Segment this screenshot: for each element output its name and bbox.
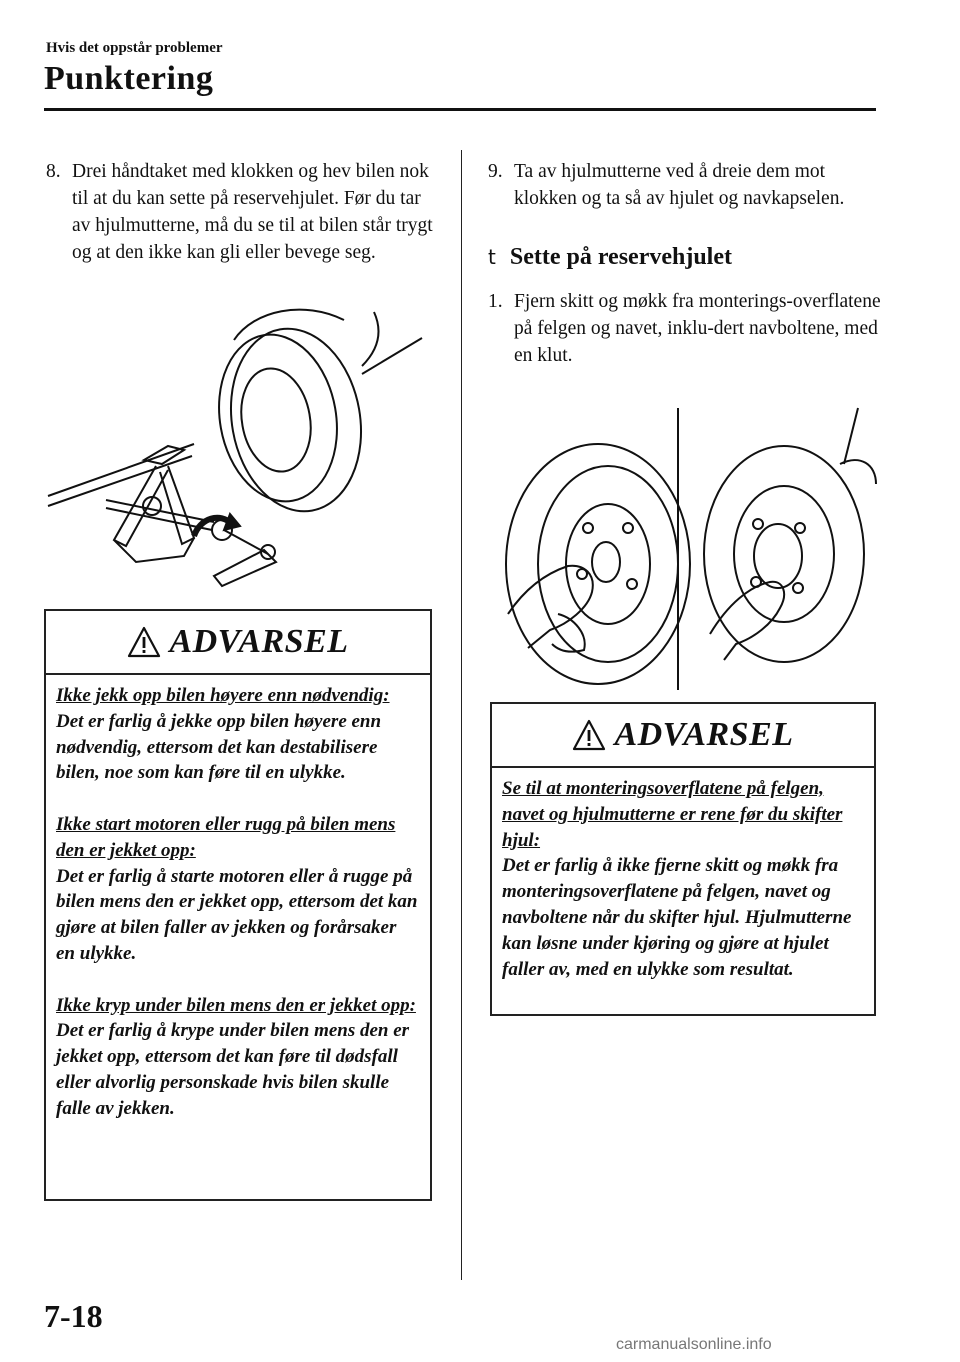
warning-item-text: Det er farlig å starte motoren eller å rugge på bilen mens den er jekket opp, ettersom det kan gjøre at bilen faller av jekken og forårsaker en ulykke. [56,865,418,964]
watermark: carmanualsonline.info [616,1336,772,1353]
step-8 [46,158,436,266]
warning-item [56,993,420,1122]
warning-item-text: Det er farlig å jekke opp bilen høyere enn nødvendig, ettersom det kan destabilisere bilen, noe som kan føre til en ulykke. [56,710,382,784]
warning-box-clean-surfaces [490,702,876,1016]
warning-item-text: Det er farlig å krype under bilen mens den er jekket opp, ettersom det kan føre til dødsfall eller alvorlig personskade hvis bilen skulle falle av jekken. [56,1020,410,1119]
section-label: Hvis det oppstår problemer [46,40,223,56]
warning-triangle-icon [572,719,606,751]
step-number: 8. [46,161,61,182]
column-divider [461,150,462,1280]
step-number: 1. [488,291,503,312]
page-number: 7-18 [44,1298,103,1334]
step-text: Ta av hjulmutterne ved å dreie dem mot klokken og ta så av hjulet og navkapselen. [514,161,845,209]
warning-title: ADVARSEL [614,716,794,753]
warning-box-jacking [44,609,432,1201]
page-title: Punktering [44,60,214,97]
title-divider [44,108,876,111]
warning-header [492,704,874,768]
step-9 [488,158,888,212]
jack-illustration [44,300,436,600]
cleaning-illustration [488,404,880,694]
warning-title: ADVARSEL [169,623,349,660]
step-text: Fjern skitt og møkk fra monterings-overflatene på felgen og navet, inklu-dert navboltene, med en klut. [514,291,881,366]
step-number: 9. [488,161,503,182]
warning-item-heading: Se til at monteringsoverflatene på felgen, navet og hjulmutterne er rene før du skifter hjul: [502,778,843,851]
warning-item-heading: Ikke start motoren eller rugg på bilen mens den er jekket opp: [56,813,396,861]
warning-body [46,675,430,1136]
subheading [488,244,732,271]
warning-item [56,683,420,786]
warning-item [56,812,420,967]
warning-item-heading: Ikke jekk opp bilen høyere enn nødvendig: [56,685,390,706]
subheading-bullet: t [488,245,496,269]
warning-item-heading: Ikke kryp under bilen mens den er jekket opp: [56,994,416,1016]
warning-triangle-icon [127,626,161,658]
warning-item [502,776,864,982]
step-1 [488,288,888,369]
warning-item-text: Det er farlig å ikke fjerne skitt og møkk fra monteringsoverflatene på felgen, navet og navboltene når du skifter hjul. Hjulmutterne kan løsne under kjøring og gjøre at hjulet faller av, med en ulykke som resultat. [502,855,852,980]
warning-body [492,768,874,996]
step-text: Drei håndtaket med klokken og hev bilen nok til at du kan sette på reservehjulet. Før du tar av hjulmutterne, må du se til at bilen står trygt og at den ikke kan gli eller bevege seg. [72,161,433,263]
subheading-text: Sette på reservehjulet [509,244,732,270]
warning-header [46,611,430,675]
